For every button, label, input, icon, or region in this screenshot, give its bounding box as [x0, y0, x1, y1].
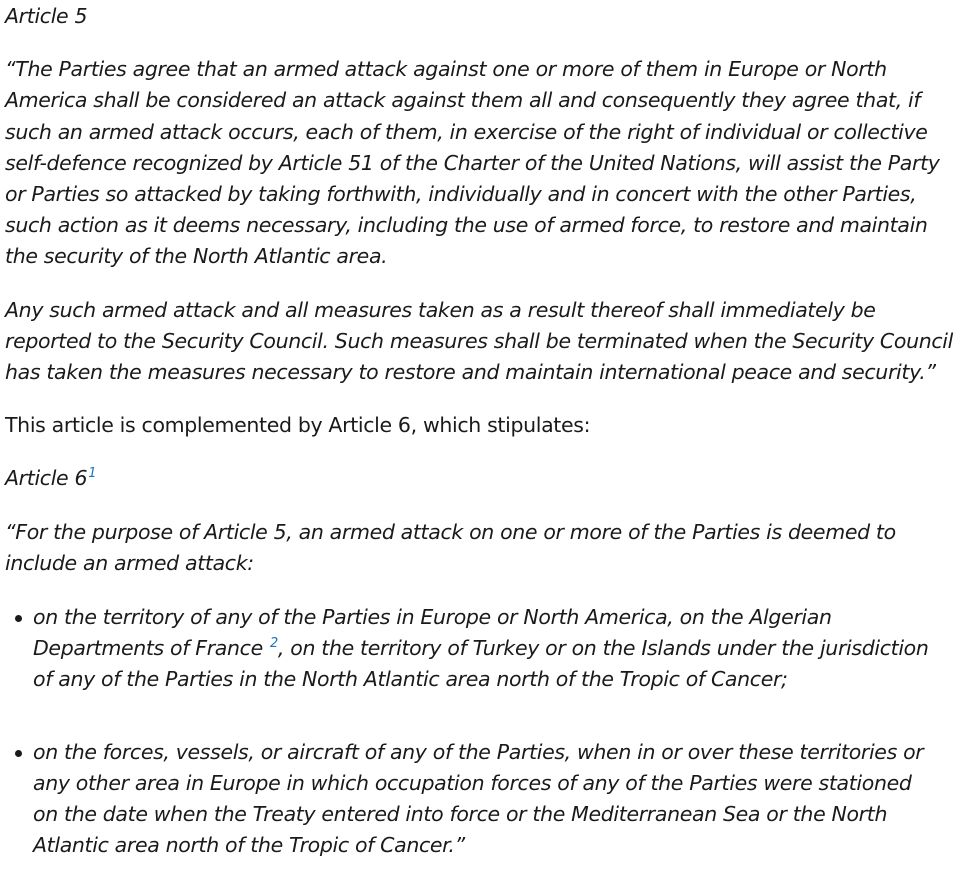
- article-5-paragraph-1: “The Parties agree that an armed attack against one or more of them in Europe or North America shall be considered an attack against them all and consequently they agree that, if such an armed attack occurs, each of them, in exercise of the right of individual or collective self-defence recognized by Article 51 of the Charter of the United Nations, will assist the Party or Parties so attacked by taking forthwith, individually and in concert with the other Parties, such action as it deems necessary, including the use of armed force, to restore and maintain the security of the North Atlantic area.: [5, 57, 940, 269]
- footnote-link-2[interactable]: 2: [270, 636, 278, 652]
- bullet-1-text-a: on the territory of any of the Parties in Europe or North America, on the Algerian Departments of France: [33, 605, 832, 661]
- bullet-icon: [15, 750, 22, 757]
- article-5-paragraph-2: Any such armed attack and all measures taken as a result thereof shall immediately be reported to the Security Council. Such measures shall be terminated when the Security Council has taken the measures necessary to restore and maintain international peace and security.”: [5, 297, 953, 385]
- article-6-paragraph-1: “For the purpose of Article 5, an armed attack on one or more of the Parties is deemed to include an armed attack:: [5, 519, 896, 575]
- article-6-heading-line: [5, 463, 955, 494]
- footnote-link-1[interactable]: 1: [88, 466, 97, 482]
- bullet-icon: [15, 615, 22, 622]
- list-item: [5, 602, 955, 696]
- bullet-2-text: on the forces, vessels, or aircraft of any of the Parties, when in or over these territories or any other area in Europe in which occupation forces of any of the Parties were stationed on the date when the Treaty entered into force or the Mediterranean Sea or the North Atlantic area north of the Tropic of Cancer.”: [33, 739, 924, 858]
- list-item: [5, 737, 955, 862]
- article-6-heading: Article 6: [5, 466, 88, 491]
- bullet-1-text-b: , on the territory of Turkey or on the Islands under the jurisdiction of any of the Parties in the North Atlantic area north of the Tropic of Cancer;: [33, 636, 929, 692]
- intro-text: This article is complemented by Article 6, which stipulates:: [5, 413, 591, 438]
- bullet-list: [5, 602, 955, 861]
- article-5-heading: Article 5: [5, 4, 88, 28]
